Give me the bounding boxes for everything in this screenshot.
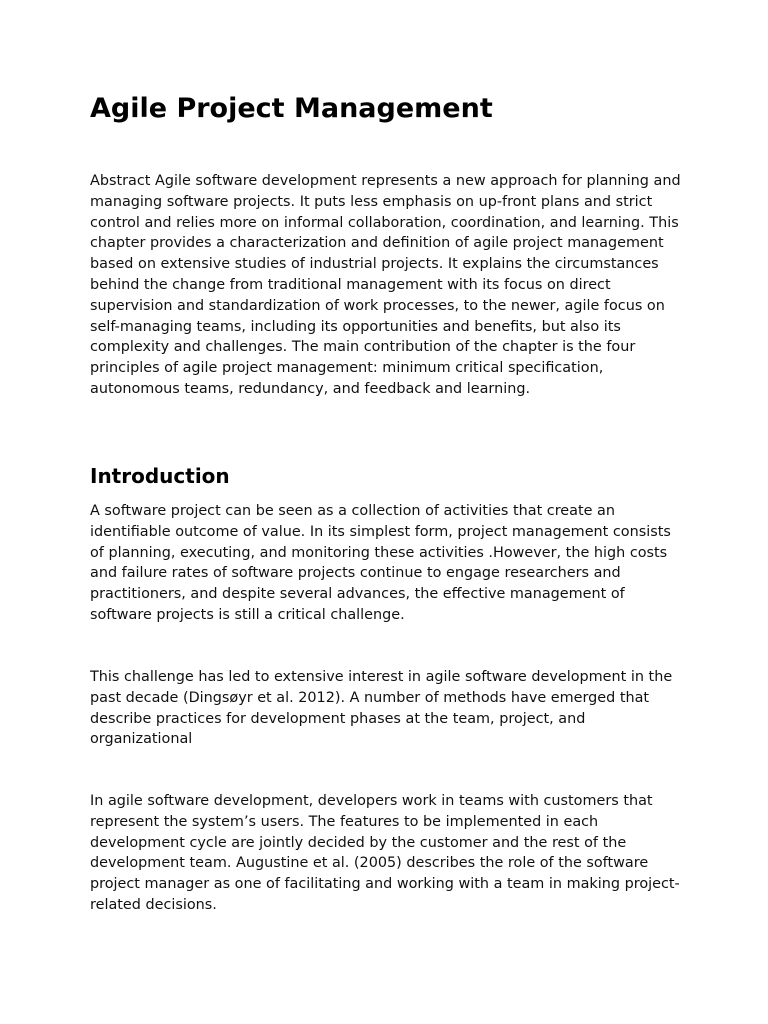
document-title: Agile Project Management xyxy=(90,93,493,124)
introduction-heading: Introduction xyxy=(90,464,230,488)
introduction-paragraph-3: In agile software development, developers work in teams with customers that represent the system’s users. The features to be implemented in each development cycle are jointly decided by the customer and the rest of the development team. Augustine et al. (2005) describes the role of the software project manager as one of facilitating and working with a team in making project-related decisions. xyxy=(90,793,680,913)
introduction-paragraph-2: This challenge has led to extensive interest in agile software development in the past decade (Dingsøyr et al. 2012). A number of methods have emerged that describe practices for development phases at the team, project, and organizational xyxy=(90,669,673,748)
abstract-paragraph: Abstract Agile software development represents a new approach for planning and managing software projects. It puts less emphasis on up-front plans and strict control and relies more on informal collaboration, coordination, and learning. This chapter provides a characterization and definition of agile project management based on extensive studies of industrial projects. It explains the circumstances behind the change from traditional management with its focus on direct supervision and standardization of work processes, to the newer, agile focus on self-managing teams, including its opportunities and benefits, but also its complexity and challenges. The main contribution of the chapter is the four principles of agile project management: minimum critical specification, autonomous teams, redundancy, and feedback and learning. xyxy=(90,173,681,397)
introduction-paragraph-1: A software project can be seen as a collection of activities that create an identifiable outcome of value. In its simplest form, project management consists of planning, executing, and monitoring these activities .However, the high costs and failure rates of software projects continue to engage researchers and practitioners, and despite several advances, the effective management of software projects is still a critical challenge. xyxy=(90,503,671,623)
